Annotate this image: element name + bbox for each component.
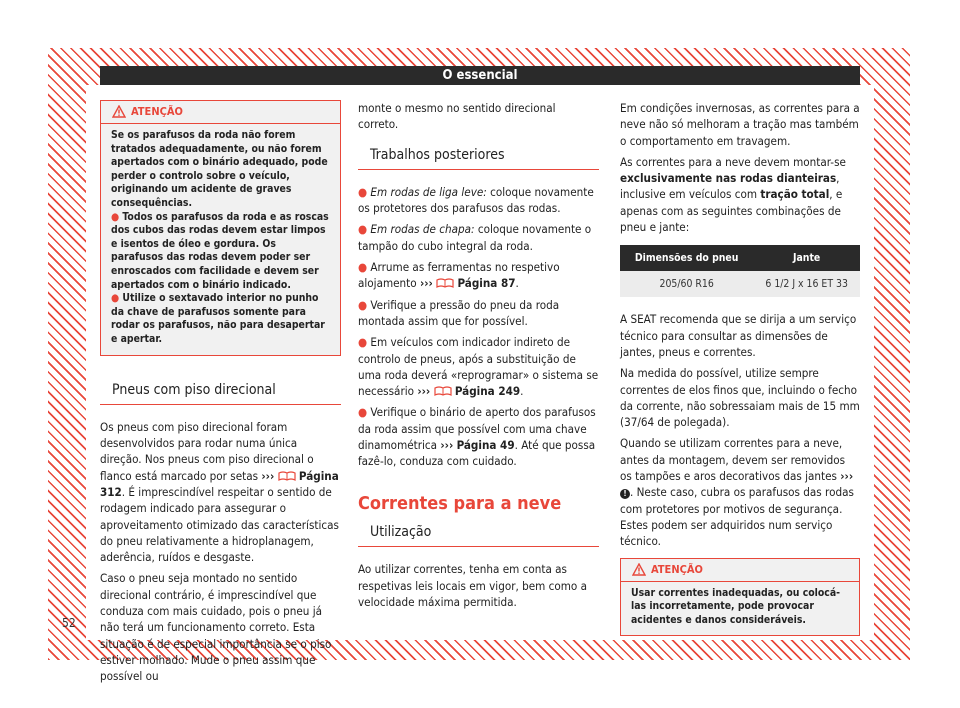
paragraph: As correntes para a neve devem montar-se exclusivamente nas rodas dianteiras, inclusive em veículos com tração total, e apenas com as seguintes combinações de pneu e jante: [620,154,846,235]
book-reference-icon [436,277,454,288]
warning-header [101,101,340,124]
arrows-icon: ››› [419,276,433,291]
warning-intro: Se os parafusos da roda não forem tratados adequadamente, ou não forem apertados com o binário adequado, pode perder o controlo sobre o veículo, originando um acidente de graves consequências. [111,129,328,209]
column-1 [100,100,341,690]
chapter-title: Correntes para a neve [358,492,562,514]
warning-bullet: ● Todos os parafusos da roda e as roscas dos cubos das rodas devem estar limpos e isentos de óleo e gordura. Os parafusos das rodas devem poder ser enroscados com facilidade e devem ser apertados com o binário indicado. [111,210,329,291]
arrows-icon: ››› [840,469,854,484]
arrows-icon: ››› [417,384,431,399]
list-item: ● Arrume as ferramentas no respetivo alojamento ››› Página 87. [358,260,560,291]
list-item: ● Verifique o binário de aperto dos parafusos da roda assim que possível com uma chave dinamométrica ››› Página 49. Até que possa fazê-lo, conduza com cuidado. [358,405,596,469]
table-header: Jante [753,245,860,271]
page-link[interactable]: Página 49 [456,438,515,453]
list-item: ● Verifique a pressão do pneu da roda montada assim que for possível. [358,297,560,328]
warning-body [101,124,340,355]
table-cell: 205/60 R16 [620,271,753,297]
subsection-title: Utilização [358,524,599,547]
table-header-row [620,245,860,271]
warning-title: ATENÇÃO [651,562,703,576]
warning-triangle-icon [632,563,646,576]
warning-body [621,582,859,636]
warning-title: ATENÇÃO [131,105,183,118]
book-reference-icon [278,470,296,481]
paragraph: A SEAT recomenda que se dirija a um serviço técnico para consultar as dimensões de jantes, pneus e correntes. [620,312,857,359]
book-reference-icon [434,385,452,396]
table-row [620,271,860,297]
exclamation-icon: ! [620,489,630,499]
paragraph: Na medida do possível, utilize sempre correntes de elos finos que, incluindo o fecho da corrente, não sobressaiam mais de 15 mm (37/64 de polegada). [620,366,860,430]
warning-text: Usar correntes inadequadas, ou colocá-las incorretamente, pode provocar acidentes e danos consideráveis. [631,586,841,626]
warning-triangle-icon [112,105,126,118]
warning-bullet: ● Utilize o sextavado interior no punho da chave de parafusos somente para rodar os parafusos, não para desapertar e apertar. [111,292,325,345]
warning-box-2 [620,558,860,637]
page-header: O essencial [100,66,860,85]
warning-box-1 [100,100,341,356]
list-item: ● Em veículos com indicador indireto de controlo de pneus, após a substituição de uma roda deverá «reprogramar» o sistema se necessário ››› Página 249. [358,335,599,399]
page-link[interactable]: Página 87 [457,276,516,291]
page-link[interactable]: Página 249 [454,384,521,399]
section-title: Trabalhos posteriores [358,147,599,170]
paragraph: Ao utilizar correntes, tenha em conta as respetivas leis locais em vigor, bem como a velocidade máxima permitida. [358,562,587,609]
table-cell: 6 1/2 J x 16 ET 33 [753,271,860,297]
paragraph: Quando se utilizam correntes para a neve, antes da montagem, devem ser removidos os tampões e aros decorativos das jantes ››› ! . Neste caso, cubra os parafusos das rodas com protetores por motivos de segurança. Estes podem ser adquiridos num serviço técnico. [620,436,854,549]
list-item: ● Em rodas de chapa: coloque novamente o tampão do cubo integral da roda. [358,222,592,253]
arrows-icon: ››› [440,438,454,453]
paragraph: Caso o pneu seja montado no sentido direcional contrário, é imprescindível que conduza com mais cuidado, pois o pneu já não terá um funcionamento correto. Esta situação é de especial importância se o piso estiver molhado. Mude o pneu assim que possível ou [100,571,332,684]
paragraph: monte o mesmo no sentido direcional correto. [358,101,556,132]
section-title: Pneus com piso direcional [100,382,341,405]
paragraph: Em condições invernosas, as correntes para a neve não só melhoram a tração mas também o comportamento em travagem. [620,101,860,148]
paragraph: Os pneus com piso direcional foram desenvolvidos para rodar numa única direção. Nos pneus com piso direcional o flanco está marcado por setas ››› Página 312. É imprescindível respeitar o sentido de rodagem indicado para assegurar o aproveitamento otimizado das características do pneu relativamente a hidroplanagem, aderência, ruídos e desgaste. [100,419,339,565]
column-3 [620,100,860,636]
tire-table [620,245,860,297]
list-item: ● Em rodas de liga leve: coloque novamente os protetores dos parafusos das rodas. [358,184,594,216]
column-2 [358,100,599,615]
table-header: Dimensões do pneu [620,245,753,271]
warning-header [621,559,859,582]
page-link[interactable]: Página 312 [100,468,339,499]
arrows-icon: ››› [261,468,275,483]
page-number: 52 [62,616,76,630]
